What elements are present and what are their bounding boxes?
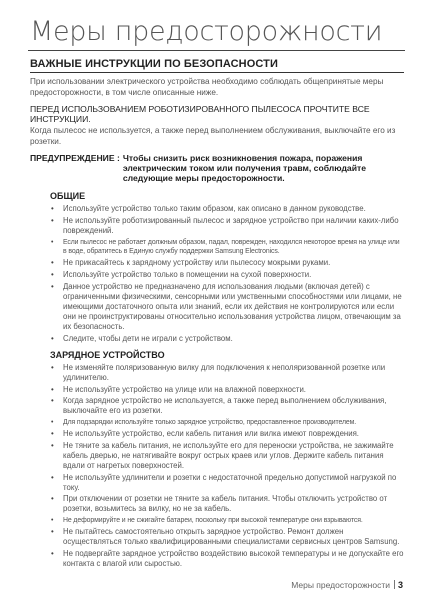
charger-list	[30, 363, 404, 569]
list-item: • Не подвергайте зарядное устройство воздействию высокой температуры и не допускайте его контакта с влагой или сыростью.	[50, 549, 404, 569]
page-number: 3	[397, 580, 403, 590]
list-item: • Не используйте устройство, если кабель питания или вилка имеют повреждения.	[50, 429, 404, 439]
list-item: • Следите, чтобы дети не играли с устройством.	[50, 334, 404, 344]
section-divider	[30, 72, 404, 73]
page-content	[30, 58, 404, 575]
list-item: • Используйте устройство только в помещении на сухой поверхности.	[50, 270, 404, 280]
list-item: • Не используйте удлинители и розетки с недостаточной предельно допустимой нагрузкой по току.	[50, 473, 404, 493]
list-item: • При отключении от розетки не тяните за кабель питания. Чтобы отключить устройство от розетки, возьмитесь за вилку, но не за кабель.	[50, 494, 404, 514]
list-item: • Не деформируйте и не сжигайте батареи, поскольку при высокой температуре они взрываются.	[50, 516, 404, 525]
page-title: Меры предосторожности	[30, 16, 383, 47]
charger-heading: ЗАРЯДНОЕ УСТРОЙСТВО	[50, 349, 165, 360]
warning-label: ПРЕДУПРЕЖДЕНИЕ :	[30, 153, 120, 164]
title-divider	[28, 50, 405, 51]
general-heading: ОБЩИЕ	[50, 191, 86, 202]
general-list	[30, 204, 404, 343]
list-item: • Для подзарядки используйте только зарядное устройство, предоставленное производителем.	[50, 418, 404, 427]
page-footer	[291, 580, 403, 590]
read-instructions-notice: ПЕРЕД ИСПОЛЬЗОВАНИЕМ РОБОТИЗИРОВАННОГО ПЫЛЕСОСА ПРОЧТИТЕ ВСЕ ИНСТРУКЦИИ.	[30, 104, 370, 125]
list-item: • Не тяните за кабель питания, не используйте его для переноски устройства, не зажимайте кабель дверью, не натягивайте вокруг острых краев или углов. Держите кабель питания вдали от нагретых поверхностей.	[50, 441, 404, 471]
footer-separator	[394, 580, 395, 589]
warning-block	[30, 153, 404, 183]
unplug-note: Когда пылесос не используется, а также перед выполнением обслуживания, выключайте его из розетки.	[30, 126, 396, 146]
list-item: • Не пытайтесь самостоятельно открыть зарядное устройство. Ремонт должен осуществляться только квалифицированными специалистами сервисных центров Samsung.	[50, 527, 404, 547]
section-heading: ВАЖНЫЕ ИНСТРУКЦИИ ПО БЕЗОПАСНОСТИ	[30, 58, 278, 70]
list-item: • Если пылесос не работает должным образом, падал, поврежден, находился некоторое время на улице или в воде, обратитесь в Единую службу поддержки Samsung Electronics.	[50, 238, 404, 257]
footer-label: Меры предосторожности	[291, 580, 390, 590]
list-item: • Не используйте роботизированный пылесос и зарядное устройство при наличии каких-либо повреждений.	[50, 216, 404, 236]
list-item: • Данное устройство не предназначено для использования людьми (включая детей) с ограниченными физическими, сенсорными или умственными способностями или лицами, не имеющими достаточного опыта или знаний, если их действия не контролируются или если они не проинструктированы относительно использования устройства лицом, отвечающим за их безопасность.	[50, 282, 404, 332]
warning-text: Чтобы снизить риск возникновения пожара, поражения электрическим током или получения травм, соблюдайте следующие меры предосторожности.	[122, 153, 366, 184]
list-item: • Когда зарядное устройство не используется, а также перед выполнением обслуживания, выключайте его из розетки.	[50, 396, 404, 416]
intro-paragraph: При использовании электрического устройства необходимо соблюдать общепринятые меры предосторожности, в том числе описанные ниже.	[30, 77, 384, 97]
list-item: • Не прикасайтесь к зарядному устройству или пылесосу мокрыми руками.	[50, 258, 404, 268]
list-item: • Используйте устройство только таким образом, как описано в данном руководстве.	[50, 204, 404, 214]
list-item: • Не изменяйте поляризованную вилку для подключения к неполяризованной розетке или удлинителю.	[50, 363, 404, 383]
list-item: • Не используйте устройство на улице или на влажной поверхности.	[50, 385, 404, 395]
